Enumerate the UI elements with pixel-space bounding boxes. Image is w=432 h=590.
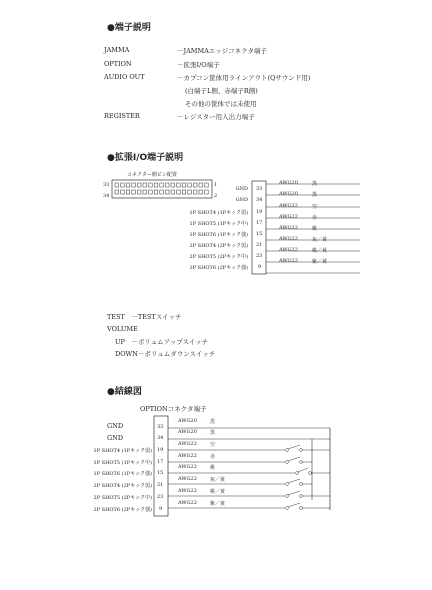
wire-gauge: AWG22 xyxy=(178,464,197,470)
wire-color: 紫／黄 xyxy=(210,501,226,507)
pin-label: 2 xyxy=(214,193,218,199)
header-pin xyxy=(149,190,153,194)
terminal-label: JAMMA xyxy=(104,46,130,54)
signal-label: GND xyxy=(235,186,248,192)
section3-heading: ●結線図 xyxy=(107,387,142,397)
pin-number: 9 xyxy=(159,506,163,512)
wire-gauge: AWG22 xyxy=(279,225,298,231)
wire-color: 灰／黄 xyxy=(312,237,328,243)
switch-symbol xyxy=(286,479,312,485)
switch-symbol xyxy=(286,445,330,451)
wire-color: 桃 xyxy=(312,226,318,232)
wire-gauge: AWG22 xyxy=(279,236,298,242)
signal-label: GND xyxy=(107,422,124,430)
wire-gauge: AWG22 xyxy=(178,488,197,494)
terminal-desc-note: その他の筐体では未使用 xyxy=(185,100,257,108)
wire-color: 桃／黄 xyxy=(210,489,226,495)
header-pin xyxy=(165,183,169,187)
section2-heading: ●拡張I/O端子説明 xyxy=(107,153,184,163)
terminal-desc: －拡張I/O端子 xyxy=(177,61,220,69)
header-pin xyxy=(132,190,136,194)
header-pin xyxy=(177,183,181,187)
pin-number: 21 xyxy=(157,482,164,488)
terminal-desc: －JAMMAエッジコネクタ端子 xyxy=(177,47,268,55)
terminal-desc-note: (白端子L側、赤端子R側) xyxy=(185,87,258,95)
signal-label: 1P SHOT5 (1Pキック中) xyxy=(93,460,152,466)
pin-number: 33 xyxy=(157,424,164,430)
wire-color: 黒 xyxy=(312,192,318,198)
pin-number: 23 xyxy=(157,494,164,500)
signal-label: 1P SHOT6 (1Pキック強) xyxy=(93,471,152,477)
pin-number: 15 xyxy=(157,470,164,476)
switch-symbol xyxy=(286,503,330,509)
wire-color: 空 xyxy=(312,204,318,210)
wire-color: 紫／黄 xyxy=(312,259,328,265)
signal-label: 1P SHOT4 (1Pキック弱) xyxy=(93,448,152,454)
test-switch-desc: TEST －TESTスイッチ xyxy=(107,313,182,321)
pin-label: 34 xyxy=(103,193,110,199)
signal-label: GND xyxy=(107,434,124,442)
header-pin xyxy=(149,183,153,187)
volume-up-desc: UP －ボリュムアップスイッチ xyxy=(115,338,209,346)
io-connector-block xyxy=(252,181,360,274)
signal-label: 1P SHOT4 (1Pキック弱) xyxy=(189,210,248,216)
connector-caption: コネクター側ピン配置 xyxy=(127,172,177,178)
header-pin xyxy=(177,190,181,194)
wire-gauge: AWG22 xyxy=(279,214,298,220)
volume-down-desc: DOWN－ボリュムダウンスイッチ xyxy=(115,350,216,358)
wire-color: 赤 xyxy=(312,215,318,221)
header-pin xyxy=(199,190,203,194)
pin-number: 17 xyxy=(256,220,263,226)
terminal-desc: －カプコン筐体用ラインアウト(Qサウンド用) xyxy=(177,74,311,82)
signal-label: 2P SHOT6 (2Pキック強) xyxy=(93,507,152,513)
wire-gauge: AWG20 xyxy=(279,191,298,197)
terminal-label: OPTION xyxy=(104,60,132,68)
signal-label: 2P SHOT5 (2Pキック中) xyxy=(189,254,248,260)
wire-gauge: AWG20 xyxy=(178,429,197,435)
header-pin xyxy=(137,190,141,194)
wire-color: 桃 xyxy=(210,465,216,471)
wire-gauge: AWG22 xyxy=(279,203,298,209)
switch-symbol xyxy=(286,457,312,463)
wire-gauge: AWG22 xyxy=(279,258,298,264)
header-pin xyxy=(182,183,186,187)
header-pin xyxy=(205,190,209,194)
header-pin xyxy=(188,190,192,194)
option-connector-label: OPTIONコネクタ端子 xyxy=(140,405,207,413)
wire-gauge: AWG20 xyxy=(279,180,298,186)
signal-label: 1P SHOT6 (1Pキック強) xyxy=(189,232,248,238)
wire-color: 黒 xyxy=(210,430,216,436)
header-pin xyxy=(160,183,164,187)
header-pin xyxy=(165,190,169,194)
header-pin xyxy=(132,183,136,187)
header-pin xyxy=(205,183,209,187)
signal-label: 2P SHOT4 (2Pキック弱) xyxy=(93,483,152,489)
header-pin xyxy=(154,190,158,194)
header-pin xyxy=(143,183,147,187)
wire-color: 灰／黄 xyxy=(210,477,226,483)
header-pin xyxy=(171,190,175,194)
pin-number: 19 xyxy=(256,209,263,215)
wire-color: 桃／黄 xyxy=(312,248,328,254)
pin-number: 21 xyxy=(256,242,263,248)
header-pin xyxy=(193,183,197,187)
header-pin xyxy=(193,190,197,194)
header-pin xyxy=(115,183,119,187)
terminal-label: AUDIO OUT xyxy=(104,73,145,81)
signal-label: 2P SHOT5 (2Pキック中) xyxy=(93,495,152,501)
signal-label: GND xyxy=(235,197,248,203)
header-pin xyxy=(126,183,130,187)
pin-number: 19 xyxy=(157,447,164,453)
volume-label: VOLUME xyxy=(107,325,138,333)
pin-header xyxy=(112,180,212,198)
wire-gauge: AWG22 xyxy=(178,500,197,506)
header-pin xyxy=(188,183,192,187)
terminal-desc: －レジスター用入出力端子 xyxy=(177,113,255,121)
wire-color: 空 xyxy=(210,442,216,448)
header-pin xyxy=(182,190,186,194)
header-pin xyxy=(137,183,141,187)
header-pin xyxy=(143,190,147,194)
header-pin xyxy=(121,190,125,194)
wire-gauge: AWG20 xyxy=(178,418,197,424)
pin-label: 33 xyxy=(103,182,110,188)
signal-label: 2P SHOT6 (2Pキック強) xyxy=(189,265,248,271)
switch-symbol xyxy=(286,491,330,497)
header-pin xyxy=(160,190,164,194)
wire-color: 黒 xyxy=(210,419,216,425)
header-pin xyxy=(171,183,175,187)
wire-color: 黒 xyxy=(312,181,318,187)
header-pin xyxy=(199,183,203,187)
wire-gauge: AWG22 xyxy=(178,453,197,459)
pin-number: 34 xyxy=(157,435,164,441)
pin-number: 23 xyxy=(256,253,263,259)
pin-number: 9 xyxy=(258,264,262,270)
header-pin xyxy=(115,190,119,194)
wire-gauge: AWG22 xyxy=(178,441,197,447)
pin-number: 33 xyxy=(256,186,263,192)
header-pin xyxy=(121,183,125,187)
wire-gauge: AWG22 xyxy=(279,247,298,253)
switch-symbol xyxy=(296,468,330,474)
header-pin xyxy=(126,190,130,194)
pin-number: 15 xyxy=(256,231,263,237)
pin-number: 17 xyxy=(157,459,164,465)
wire-color: 赤 xyxy=(210,454,216,460)
pin-label: 1 xyxy=(214,182,218,188)
terminal-label: REGISTER xyxy=(104,112,140,120)
header-pin xyxy=(154,183,158,187)
signal-label: 1P SHOT5 (1Pキック中) xyxy=(189,221,248,227)
signal-label: 2P SHOT4 (2Pキック弱) xyxy=(189,243,248,249)
wire-gauge: AWG22 xyxy=(178,476,197,482)
pin-number: 34 xyxy=(256,197,263,203)
section1-heading: ●端子説明 xyxy=(107,23,151,33)
